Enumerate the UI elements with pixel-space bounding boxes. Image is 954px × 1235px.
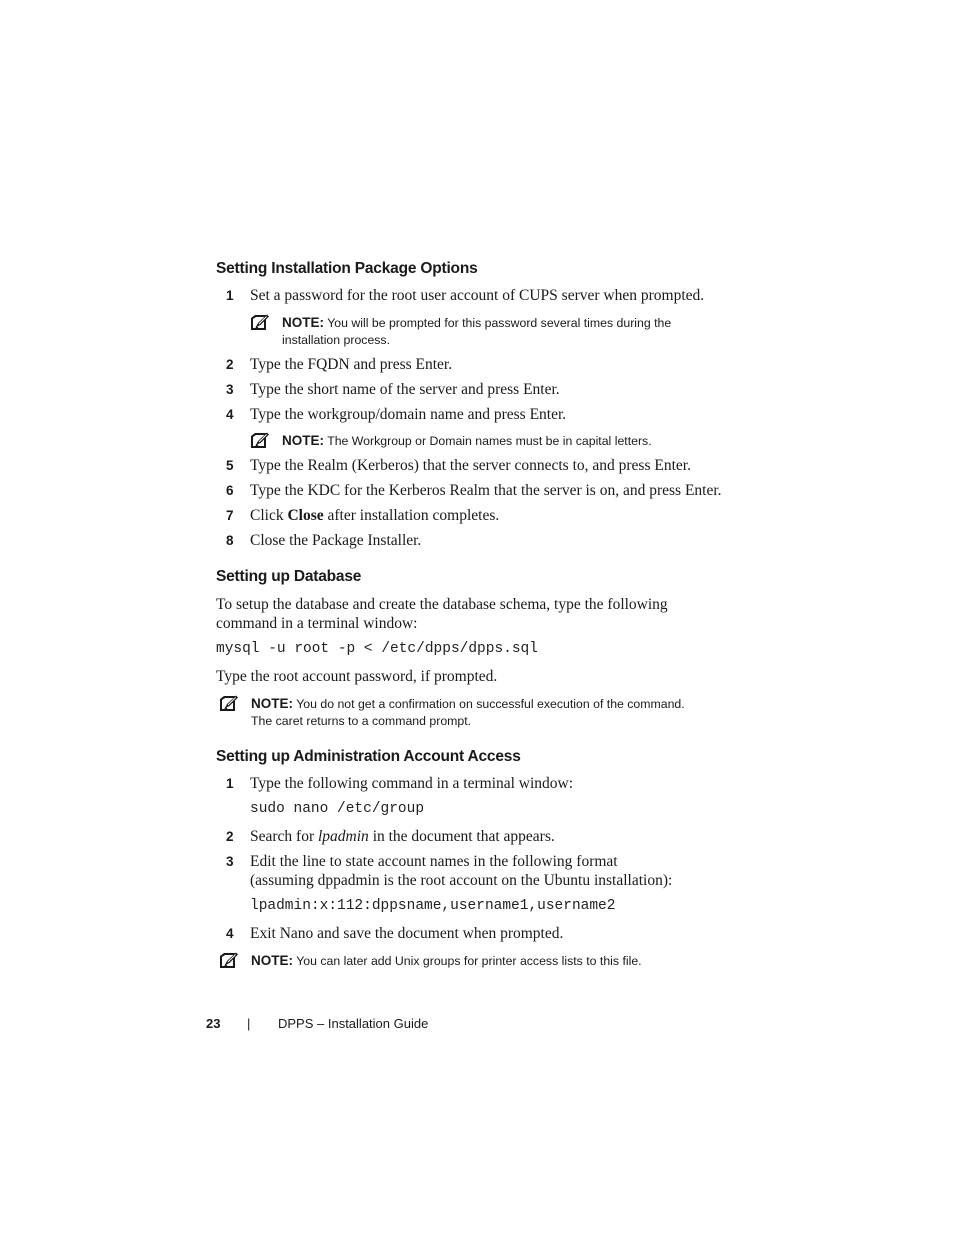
paragraph-line: command in a terminal window:: [216, 615, 418, 632]
note-text: You do not get a confirmation on successful execution of the command.: [293, 697, 685, 711]
admin-command-lpadmin: lpadmin:x:112:dppsname,username1,username2: [250, 898, 616, 914]
note-label: NOTE:: [282, 433, 324, 448]
step-text: Type the workgroup/domain name and press Enter.: [250, 406, 567, 423]
step-text: Type the short name of the server and press Enter.: [250, 381, 560, 398]
step-number: 8: [226, 533, 234, 548]
note-pencil-icon: [219, 952, 239, 970]
section-heading-install: Setting Installation Package Options: [216, 260, 478, 277]
step-text-line2: (assuming dppadmin is the root account on the Ubuntu installation):: [250, 872, 673, 889]
note-pencil-icon: [250, 314, 270, 332]
section-heading-database: Setting up Database: [216, 568, 362, 585]
section-heading-admin: Setting up Administration Account Access: [216, 748, 521, 765]
note-text: You can later add Unix groups for printer access lists to this file.: [293, 954, 642, 968]
note-label: NOTE:: [251, 696, 293, 711]
step-text: Edit the line to state account names in the following format: [250, 853, 618, 870]
page-number: 23: [206, 1016, 221, 1031]
note-text-line2: The caret returns to a command prompt.: [251, 714, 472, 728]
step-number: 4: [226, 407, 234, 422]
step-text: Type the KDC for the Kerberos Realm that the server is on, and press Enter.: [250, 482, 722, 499]
step-text: Exit Nano and save the document when prompted.: [250, 925, 564, 942]
step-number: 2: [226, 357, 234, 372]
term-lpadmin: lpadmin: [318, 828, 369, 845]
database-command: mysql -u root -p < /etc/dpps/dpps.sql: [216, 641, 538, 657]
ui-term-close: Close: [287, 507, 324, 524]
step-number: 3: [226, 854, 234, 869]
step-text: Search for: [250, 828, 318, 845]
footer-title: DPPS – Installation Guide: [278, 1016, 429, 1031]
database-paragraph-password: Type the root account password, if prompted.: [216, 668, 498, 685]
database-paragraph: [216, 595, 668, 633]
admin-command-nano: sudo nano /etc/group: [250, 801, 425, 817]
step-text: Close the Package Installer.: [250, 532, 422, 549]
step-number: 4: [226, 926, 234, 941]
step-number: 1: [226, 288, 234, 303]
step-text: Click: [250, 507, 288, 524]
step-text-rest: in the document that appears.: [368, 828, 555, 845]
note-text: The Workgroup or Domain names must be in capital letters.: [324, 434, 652, 448]
footer-separator: |: [247, 1016, 251, 1031]
note-text-line2: installation process.: [282, 333, 390, 347]
step-text: Type the following command in a terminal window:: [250, 775, 574, 792]
note-pencil-icon: [250, 432, 270, 450]
step-number: 5: [226, 458, 234, 473]
step-number: 2: [226, 829, 234, 844]
step-text-rest: after installation completes.: [323, 507, 500, 524]
note-label: NOTE:: [251, 953, 293, 968]
step-text: Type the Realm (Kerberos) that the server connects to, and press Enter.: [250, 457, 691, 474]
step-number: 6: [226, 483, 234, 498]
paragraph-line: To setup the database and create the database schema, type the following: [216, 596, 668, 613]
step-text: Type the FQDN and press Enter.: [250, 356, 453, 373]
note-pencil-icon: [219, 695, 239, 713]
step-number: 1: [226, 776, 234, 791]
step-text: Set a password for the root user account of CUPS server when prompted.: [250, 287, 705, 304]
note-text: You will be prompted for this password several times during the: [324, 316, 672, 330]
step-number: 3: [226, 382, 234, 397]
note-label: NOTE:: [282, 315, 324, 330]
step-number: 7: [226, 508, 234, 523]
